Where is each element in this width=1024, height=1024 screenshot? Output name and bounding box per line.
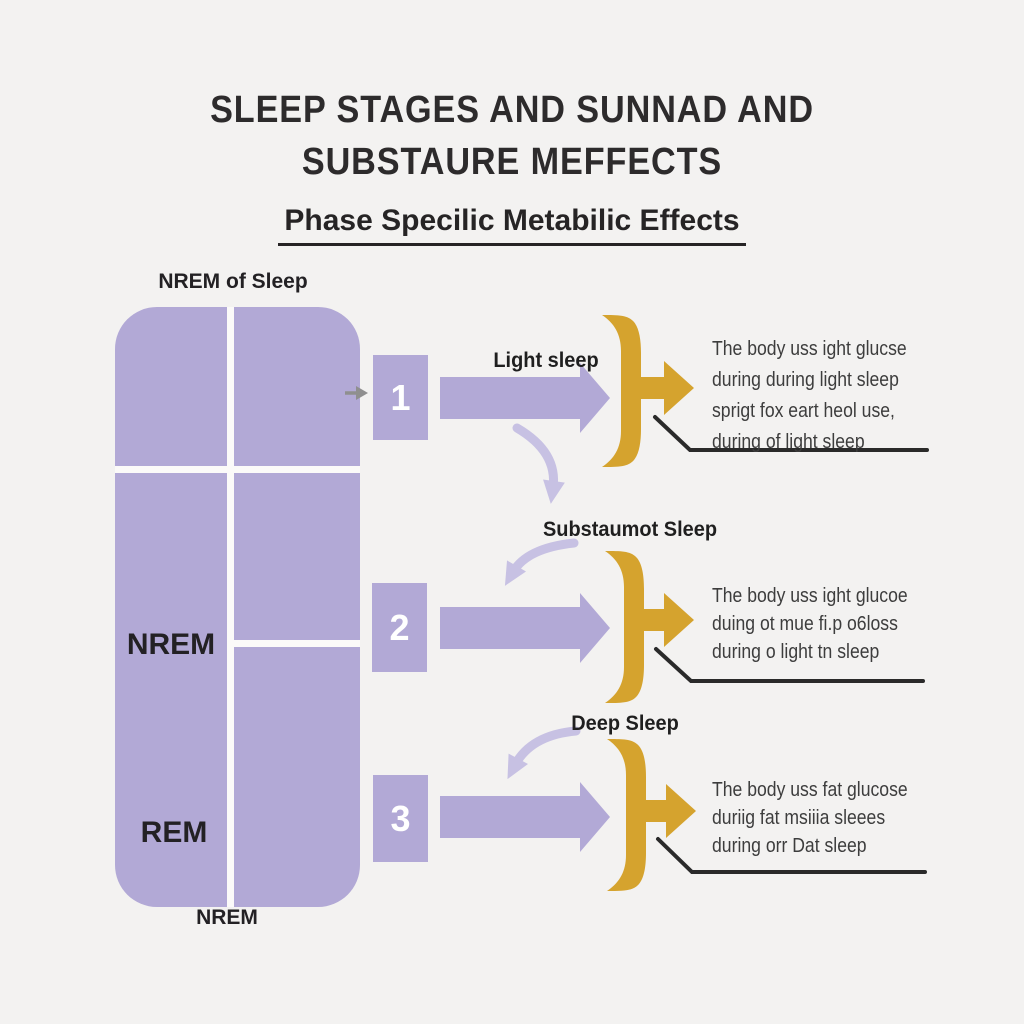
stage3-description-line: during orr Dat sleep: [712, 835, 867, 857]
stage3-arrow: [440, 782, 610, 852]
stage2-description-line: during o light tn sleep: [712, 641, 880, 663]
stage1-description-line: sprigt fox eart heol use,: [712, 400, 895, 422]
stage2-number-box: [372, 583, 427, 672]
stage1-description-line: during of light sleep: [712, 431, 865, 453]
stage1-number: 1: [390, 376, 411, 418]
subtitle-underlined: Phase Specilic Metabilic Effects: [278, 204, 745, 246]
label3-curved-arrow: [515, 731, 576, 765]
hypnogram-nrem-label: NREM: [126, 628, 216, 661]
stage2-description-line: The body uss ight glucoe: [712, 585, 908, 607]
stage3-description-line: The body uss fat glucose: [712, 779, 908, 801]
stage2-description: [712, 582, 941, 666]
stage1-description-line: during during light sleep: [712, 369, 899, 391]
stage1-description-line: The body uss ight glucse: [712, 338, 907, 360]
stage3-label: Deep Sleep: [571, 712, 679, 735]
stage3-description: [712, 776, 941, 860]
stage2-arrow: [440, 593, 610, 663]
stage3-number-box: [373, 775, 428, 862]
hypnogram-top-label: NREM of Sleep: [158, 270, 308, 293]
stage1-to-stage2-curved-arrow: [517, 428, 554, 488]
stage2-label: Substaumot Sleep: [542, 518, 718, 541]
stage1-arrow: [440, 363, 610, 433]
stage2-number: 2: [389, 606, 410, 648]
label2-curved-arrow: [513, 543, 574, 572]
stage1-number-box: [373, 355, 428, 440]
title-line-2: SUBSTAURE MEFFECTS: [301, 141, 723, 183]
hypnogram-bottom-label: NREM: [196, 906, 258, 929]
stage2-description-line: duing ot mue fi.p o6loss: [712, 613, 898, 635]
stage1-label: Light sleep: [493, 349, 599, 372]
title-line-1: SLEEP STAGES AND SUNNAD AND: [210, 89, 814, 131]
stage3-number: 3: [390, 797, 411, 839]
hypnogram-rem-label: REM: [140, 816, 208, 849]
stage1-description: [712, 334, 941, 458]
stage3-description-line: duriig fat msiiia sleees: [712, 807, 886, 829]
